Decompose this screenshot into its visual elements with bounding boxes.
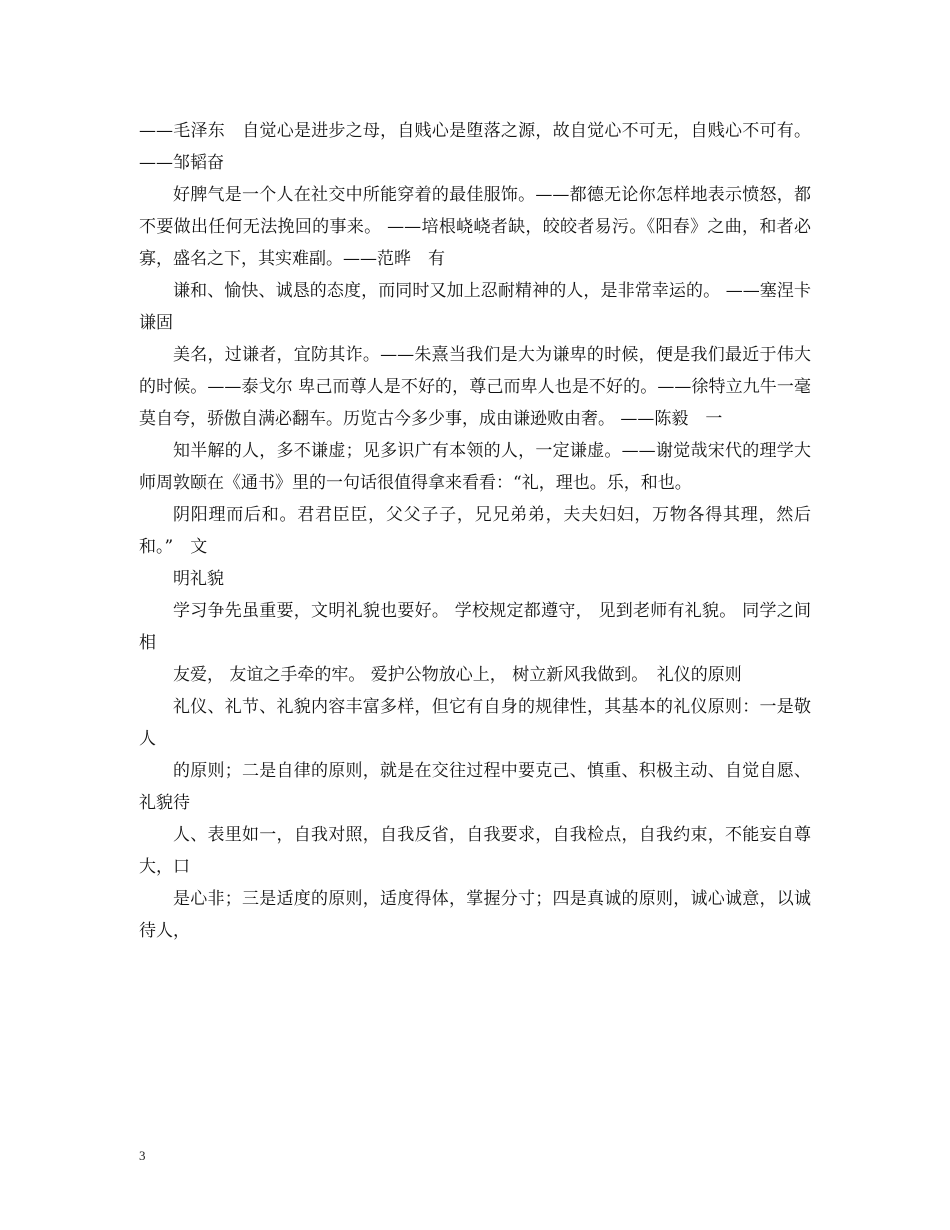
paragraph-2: 好脾气是一个人在社交中所能穿着的最佳服饰。——都德无论你怎样地表示愤怒，都不要做出任何无法挽回的事来。 ——培根峣峣者缺，皎皎者易污。《阳春》之曲，和者必寡，盛名之下，其实难副。——范晔 有 (139, 185, 811, 269)
page-number: 3 (139, 1148, 146, 1163)
paragraph-4: 美名，过谦者，宜防其诈。——朱熹当我们是大为谦卑的时候，便是我们最近于伟大的时候。——泰戈尔 卑己而尊人是不好的，尊己而卑人也是不好的。——徐特立九牛一毫莫自夸，骄傲自满必翻车。历览古今多少事，成由谦逊败由奢。 ——陈毅 一 (139, 345, 811, 429)
paragraph-1: ——毛泽东 自觉心是进步之母，自贱心是堕落之源，故自觉心不可无，自贱心不可有。 ——邹韬奋 (139, 121, 811, 173)
paragraph-6: 阴阳理而后和。君君臣臣，父父子子，兄兄弟弟，夫夫妇妇，万物各得其理，然后和。” 文 (139, 505, 811, 557)
paragraph-9: 友爱， 友谊之手牵的牢。 爱护公物放心上， 树立新风我做到。 礼仪的原则 (173, 665, 742, 685)
paragraph-5: 知半解的人，多不谦虚；见多识广有本领的人，一定谦虚。——谢觉哉宋代的理学大师周敦颐在《通书》里的一句话很值得拿来看看：“礼，理也。乐，和也。 (139, 441, 811, 493)
paragraph-8: 学习争先虽重要，文明礼貌也要好。 学校规定都遵守， 见到老师有礼貌。 同学之间相 (139, 601, 811, 653)
paragraph-12: 人、表里如一，自我对照，自我反省，自我要求，自我检点，自我约束，不能妄自尊大，口 (139, 825, 811, 877)
document-body (139, 115, 828, 947)
paragraph-10: 礼仪、礼节、礼貌内容丰富多样，但它有自身的规律性，其基本的礼仪原则：一是敬人 (139, 697, 811, 749)
paragraph-7: 明礼貌 (173, 569, 224, 589)
paragraph-13: 是心非；三是适度的原则，适度得体，掌握分寸；四是真诚的原则，诚心诚意，以诚待人， (139, 889, 811, 941)
paragraph-3: 谦和、愉快、诚恳的态度，而同时又加上忍耐精神的人，是非常幸运的。 ——塞涅卡 谦固 (139, 281, 828, 333)
paragraph-11: 的原则；二是自律的原则，就是在交往过程中要克己、慎重、积极主动、自觉自愿、礼貌待 (139, 761, 811, 813)
